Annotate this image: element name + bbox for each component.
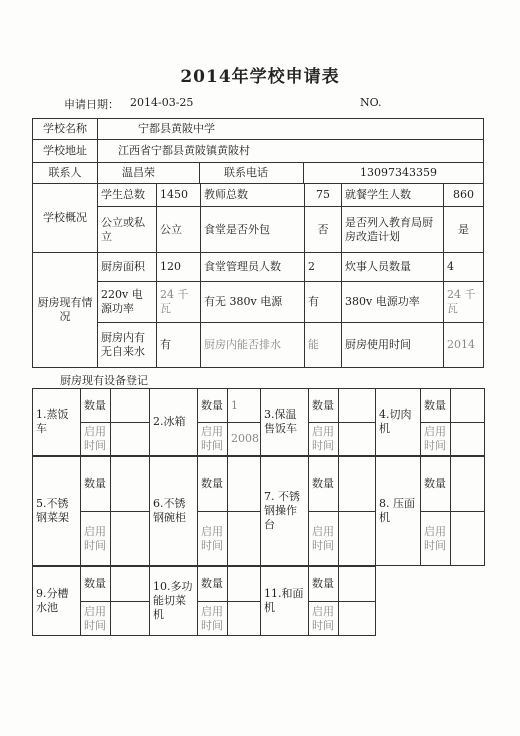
school-name-label: 学校名称 (32, 118, 98, 140)
equipment-name: 7. 不锈钢操作台 (260, 456, 309, 566)
date-value: 2014-03-25 (130, 96, 194, 109)
equipment-time-label: 启用时间 (80, 422, 111, 456)
equipment-qty-label: 数量 (80, 388, 111, 423)
equipment-time-value (450, 511, 485, 566)
equipment-qty-value (450, 456, 485, 512)
kitchen-area-value: 120 (156, 252, 201, 282)
equipment-name: 3.保温售饭车 (260, 388, 309, 456)
outsourced-label: 食堂是否外包 (200, 206, 305, 253)
school-address-value: 江西省宁都县黄陂镇黄陂村 (97, 139, 484, 163)
school-name-value: 宁都县黄陂中学 (97, 118, 484, 140)
power-380v-label: 380v 电源功率 (341, 281, 444, 323)
managers-value: 2 (304, 252, 342, 282)
equipment-time-value (338, 511, 376, 566)
equipment-name: 4.切肉机 (375, 388, 421, 456)
has-380v-value: 有 (304, 281, 342, 323)
equipment-qty-value (227, 566, 261, 602)
tap-water-label: 厨房内有无自来水 (97, 322, 157, 368)
equipment-time-value (338, 422, 376, 456)
equipment-qty-label: 数量 (308, 566, 339, 602)
date-label: 申请日期： (64, 98, 119, 111)
equipment-name: 5.不锈钢菜架 (32, 456, 81, 566)
equipment-qty-value (450, 388, 485, 423)
equipment-qty-value (227, 456, 261, 512)
equipment-time-value (450, 422, 485, 456)
equipment-time-label: 启用时间 (80, 601, 111, 636)
equipment-time-value (110, 601, 150, 636)
equipment-time-value (227, 601, 261, 636)
equipment-time-label: 启用时间 (197, 511, 228, 566)
equipment-qty-label: 数量 (420, 456, 451, 512)
equipment-qty-value (338, 456, 376, 512)
equipment-name: 2.冰箱 (149, 388, 198, 456)
overview-section-label: 学校概况 (32, 183, 98, 253)
equipment-qty-value (338, 566, 376, 602)
dining-students-label: 就餐学生人数 (341, 183, 444, 207)
usage-time-label: 厨房使用时间 (341, 322, 444, 368)
students-value: 1450 (156, 183, 201, 207)
equipment-qty-label: 数量 (80, 456, 111, 512)
drainage-value: 能 (304, 322, 342, 368)
equipment-name: 9.分槽水池 (32, 566, 81, 636)
equipment-time-value: 2008 (227, 422, 261, 456)
power-220v-label: 220v 电源功率 (97, 281, 157, 323)
kitchen-area-label: 厨房面积 (97, 252, 157, 282)
equipment-name: 8. 压面机 (375, 456, 421, 566)
equipment-time-value (110, 422, 150, 456)
equipment-qty-value (110, 566, 150, 602)
equipment-qty-label: 数量 (308, 388, 339, 423)
public-private-value: 公立 (156, 206, 201, 253)
equipment-qty-label: 数量 (197, 456, 228, 512)
tap-water-value: 有 (156, 322, 201, 368)
equipment-time-label: 启用时间 (197, 422, 228, 456)
equipment-time-label: 启用时间 (308, 422, 339, 456)
public-private-label: 公立或私立 (97, 206, 157, 253)
equipment-qty-value: 1 (227, 388, 261, 423)
equipment-qty-value (338, 388, 376, 423)
equipment-name: 1.蒸饭车 (32, 388, 81, 456)
form-title: 2014年学校申请表 (180, 67, 340, 87)
managers-label: 食堂管理员人数 (200, 252, 305, 282)
has-380v-label: 有无 380v 电源 (200, 281, 305, 323)
contact-value: 温昌荣 (97, 162, 200, 184)
students-label: 学生总数 (97, 183, 157, 207)
equipment-time-label: 启用时间 (420, 422, 451, 456)
number-label: NO. (360, 96, 382, 109)
drainage-label: 厨房内能否排水 (200, 322, 305, 368)
equipment-qty-value (110, 456, 150, 512)
equipment-time-label: 启用时间 (308, 601, 339, 636)
equipment-time-value (338, 601, 376, 636)
equipment-qty-label: 数量 (308, 456, 339, 512)
school-address-label: 学校地址 (32, 139, 98, 163)
outsourced-value: 否 (304, 206, 342, 253)
kitchen-section-label: 厨房现有情况 (32, 252, 98, 368)
usage-time-value: 2014 (443, 322, 484, 368)
equipment-time-label: 启用时间 (420, 511, 451, 566)
equipment-time-label: 启用时间 (308, 511, 339, 566)
equipment-qty-label: 数量 (80, 566, 111, 602)
equipment-qty-label: 数量 (197, 566, 228, 602)
equipment-name: 11.和面机 (260, 566, 309, 636)
equipment-section-title: 厨房现有设备登记 (60, 374, 148, 387)
phone-label: 联系电话 (199, 162, 304, 184)
equipment-time-value (110, 511, 150, 566)
renovation-plan-label: 是否列入教育局厨房改造计划 (341, 206, 444, 253)
phone-value: 13097343359 (303, 162, 484, 184)
equipment-qty-value (110, 388, 150, 423)
equipment-time-label: 启用时间 (80, 511, 111, 566)
equipment-name: 10.多功能切菜机 (149, 566, 198, 636)
equipment-qty-label: 数量 (197, 388, 228, 423)
contact-label: 联系人 (32, 162, 98, 184)
cooks-value: 4 (443, 252, 484, 282)
equipment-time-label: 启用时间 (197, 601, 228, 636)
power-220v-value: 24 千瓦 (156, 281, 201, 323)
equipment-time-value (227, 511, 261, 566)
equipment-name: 6.不锈钢碗柜 (149, 456, 198, 566)
renovation-plan-value: 是 (443, 206, 484, 253)
cooks-label: 炊事人员数量 (341, 252, 444, 282)
dining-students-value: 860 (443, 183, 484, 207)
power-380v-value: 24 千瓦 (443, 281, 484, 323)
teachers-value: 75 (304, 183, 342, 207)
teachers-label: 教师总数 (200, 183, 305, 207)
equipment-qty-label: 数量 (420, 388, 451, 423)
